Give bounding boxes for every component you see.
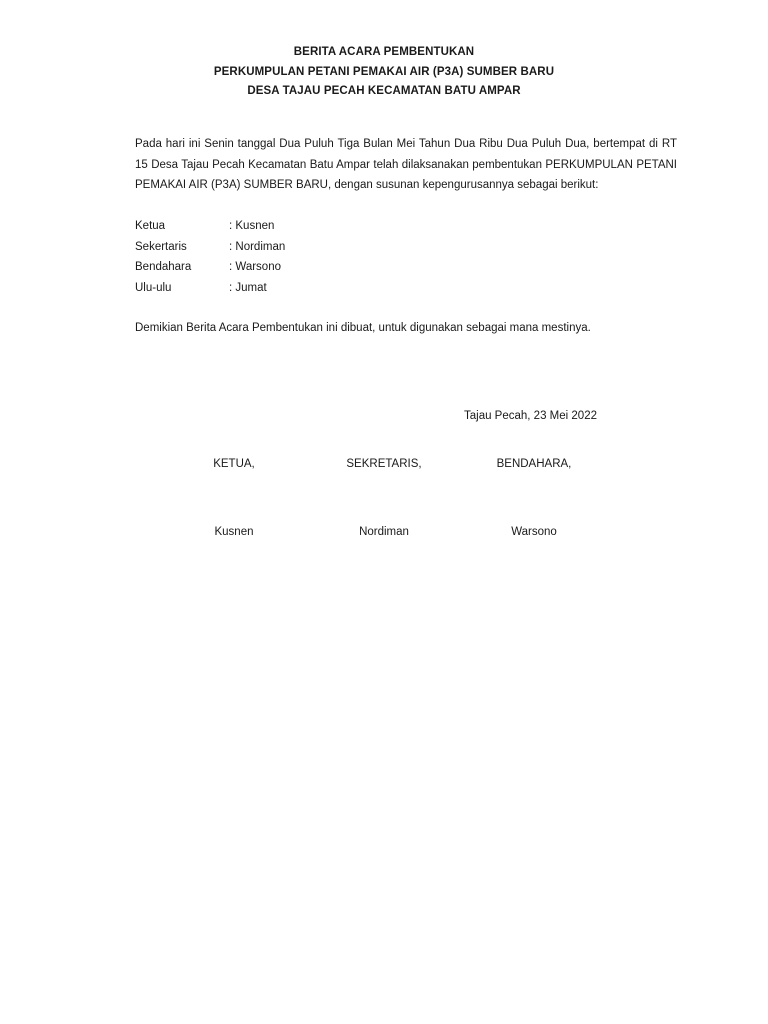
title-line-2: PERKUMPULAN PETANI PEMAKAI AIR (P3A) SUMBER BARU [213, 65, 555, 78]
member-name: : Warsono [229, 261, 281, 273]
signature-name-bendahara: Warsono [511, 526, 557, 538]
member-row-sekertaris [135, 237, 535, 258]
member-row-ulu-ulu [135, 278, 535, 299]
member-name: : Kusnen [229, 220, 275, 232]
member-row-ketua [135, 216, 535, 237]
member-role: Sekertaris [135, 240, 187, 253]
member-name: : Nordiman [229, 240, 286, 253]
member-name: : Jumat [229, 281, 267, 294]
place-date: Tajau Pecah, 23 Mei 2022 [464, 410, 597, 422]
signature-title-bendahara: BENDAHARA, [496, 458, 572, 470]
intro-paragraph: Pada hari ini Senin tanggal Dua Puluh Tiga Bulan Mei Tahun Dua Ribu Dua Puluh Dua, bertempat di RT 15 Desa Tajau Pecah Kecamatan Batu Ampar telah dilaksanakan pembentukan PERKUMPULAN PETANI PEMAKAI AIR (P3A) SUMBER BARU, dengan susunan kepengurusannya sebagai berikut: [135, 138, 677, 191]
member-row-bendahara [135, 257, 535, 278]
signature-name-ketua: Kusnen [214, 526, 254, 538]
signature-title-sekretaris: SEKRETARIS, [346, 458, 422, 470]
member-role: Ulu-ulu [135, 281, 172, 294]
closing-paragraph: Demikian Berita Acara Pembentukan ini dibuat, untuk digunakan sebagai mana mestinya. [135, 322, 591, 334]
title-line-1: BERITA ACARA PEMBENTUKAN [293, 46, 475, 58]
signature-title-ketua: KETUA, [213, 458, 255, 470]
document-title [0, 43, 768, 102]
member-list [135, 216, 535, 298]
member-role: Ketua [135, 220, 166, 232]
signature-name-sekretaris: Nordiman [359, 526, 409, 538]
member-role: Bendahara [135, 261, 192, 273]
title-line-3: DESA TAJAU PECAH KECAMATAN BATU AMPAR [247, 85, 521, 97]
